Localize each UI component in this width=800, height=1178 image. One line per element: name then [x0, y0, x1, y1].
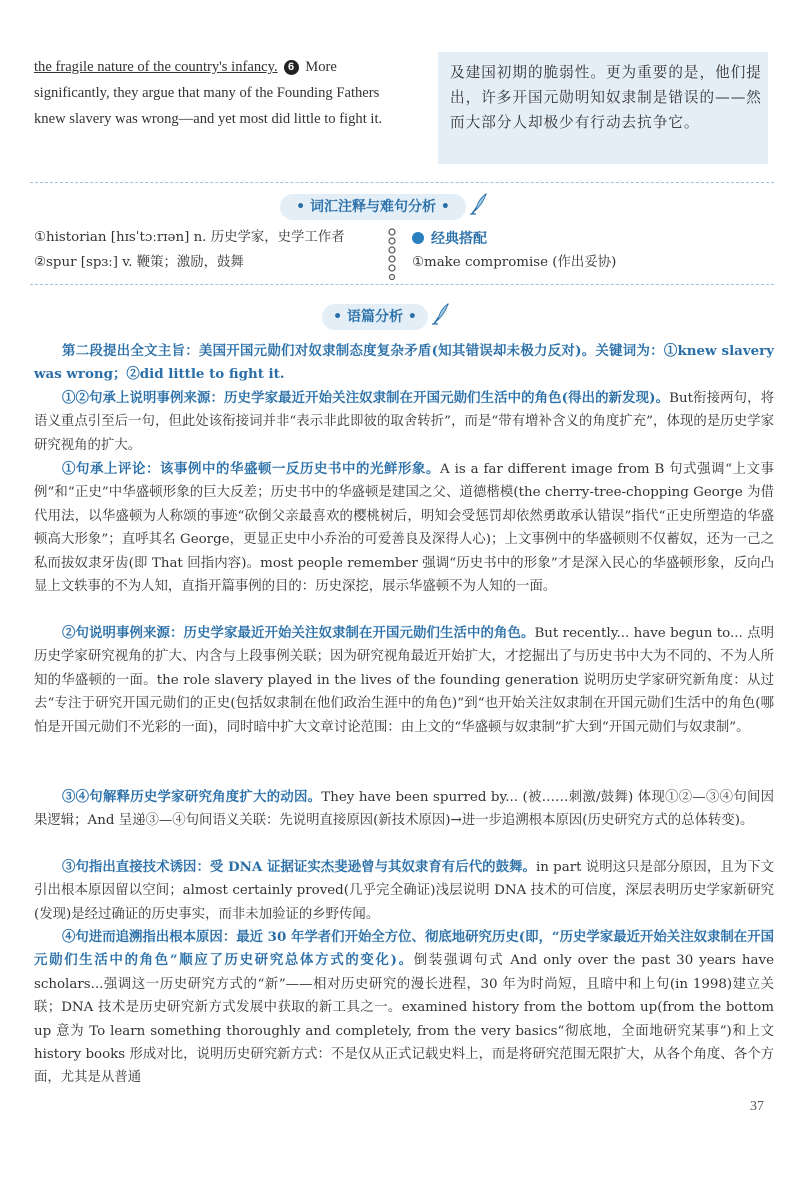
- paragraph-text: But recently... have begun to... 点明历史学家研究视角的扩大、内含与上段事例关联；因为研究视角最近开始扩大，才挖掘出了与历史书中大为不同的、不为人所知的华盛顿的一面。the role slavery played in the lives of the founding generation 说明历史学家研究新角度：从过去“专注于研究开国元勋们的正史(包括奴隶制在他们政治生涯中的角色)”到“也开始关注奴隶制在开国元勋们生活中的角色(哪怕是开国元勋们不光彩的一面)，同时暗中扩大文章讨论范围：由上文的“华盛顿与奴隶制”扩大到“开国元勋们与奴隶制”。: [34, 626, 774, 735]
- paragraph-text: They have been spurred by... (被……刺激/鼓舞) 体现①②—③④句间因果逻辑；And 呈递③—④句间语义关联：先说明直接原因(新技术原因)→进一步追溯根本原因(历史研究方式的总体转变)。: [34, 790, 775, 829]
- classic-collocation-title: 经典搭配: [431, 231, 487, 247]
- underlined-sentence: the fragile nature of the country's infancy.: [34, 59, 278, 75]
- analysis-paragraph-3: [34, 458, 774, 598]
- paragraph-highlight: ①②句承上说明事例来源：历史学家最近开始关注奴隶制在开国元勋们生活中的角色(得出的新发现)。: [62, 390, 670, 406]
- paragraph-highlight: ①句承上评论：该事例中的华盛顿一反历史书中的光鲜形象。: [62, 461, 441, 477]
- page-number: 37: [750, 1099, 764, 1114]
- english-text-1: More: [301, 59, 337, 75]
- paragraph-highlight: ②句说明事例来源：历史学家最近开始关注奴隶制在开国元勋们生活中的角色。: [62, 625, 535, 641]
- analysis-paragraph-5: [34, 786, 774, 833]
- paragraph-highlight: ③句指出直接技术诱因：受 DNA 证据证实杰斐逊曾与其奴隶育有后代的鼓舞。: [62, 859, 536, 875]
- chinese-translation: 及建国初期的脆弱性。更为重要的是，他们提出，许多开国元勋明知奴隶制是错误的——然而大部分人却极少有行动去抗争它。: [450, 64, 762, 131]
- divider: [30, 182, 774, 183]
- analysis-paragraph-4: [34, 622, 774, 739]
- analysis-paragraph-7: [34, 926, 774, 1090]
- analysis-paragraph-1: [34, 340, 774, 387]
- english-text-3: knew slavery was wrong—and yet most did little to fight it.: [34, 111, 383, 127]
- paragraph-text: 倒装强调句式 And only over the past 30 years have scholars...强调这一历史研究方式的“新”——相对历史研究的漫长进程，30 年为时尚短，且暗中和上句(in 1998)建立关联；DNA 技术是历史研究新方式发展中获取的新工具之一。examined history from the bottom up(from the bottom up 意为 To learn something thoroughly and completely, from the very basics“彻底地，全面地研究某事”)和上文 history books 形成对比，说明历史研究新方式：不是仅从正式记载史料上，而是将研究范围无限扩大，从各个角度、各个方面，尤其是从普通: [34, 953, 774, 1086]
- paragraph-highlight: ③④句解释历史学家研究角度扩大的动因。: [62, 789, 322, 805]
- classic-collocation-heading: [412, 228, 487, 248]
- quill-icon: [468, 190, 490, 216]
- analysis-paragraph-6: [34, 856, 774, 926]
- collocation-item: ①make compromise (作出妥协): [412, 255, 617, 270]
- paragraph-highlight: 第二段提出全文主旨：美国开国元勋们对奴隶制态度复杂矛盾(知其错误却未极力反对)。关键词为：①knew slavery was wrong；②did little to fight it.: [34, 343, 774, 383]
- analysis-paragraph-2: [34, 387, 774, 457]
- vocab-section-title: • 词汇注释与难句分析 •: [280, 194, 466, 220]
- vocab-item-spur: ②spur [spɜː] v. 鞭策；激励，鼓舞: [34, 255, 244, 270]
- paragraph-text: A is a far different image from B 句式强调“上文事例”和“正史”中华盛顿形象的巨大反差；历史书中的华盛顿是建国之父、道德楷模(the cherry-tree-chopping George 为借代用法，以华盛顿为人称颂的事迹“砍倒父亲最喜欢的樱桃树后，明知会受惩罚却依然勇敢承认错误”指代“正史所塑造的华盛顿高大形象”；直呼其名 George，更显正史中小乔治的可爱善良及深得人心)；上文事例中的华盛顿则不仅蓄奴，还为一己之私而拔奴隶牙齿(即 That 回指内容)。most people remember 强调“历史书中的形象”才是深入民心的华盛顿形象，反向凸显上文轶事的不为人知，直指开篇事例的目的：历史深挖，展示华盛顿不为人知的一面。: [34, 462, 775, 595]
- english-text-2: significantly, they argue that many of the Founding Fathers: [34, 85, 380, 101]
- english-passage: [34, 54, 426, 132]
- analysis-section-title: • 语篇分析 •: [322, 304, 428, 330]
- notebook-spiral-divider: [387, 228, 397, 280]
- divider: [30, 284, 774, 285]
- paragraph-text: in part 说明这只是部分原因，且为下文引出根本原因留以空间；almost certainly proved(几乎完全确证)浅层说明 DNA 技术的可信度，深层表明历史学家新研究(发现)是经过确证的历史事实，而非未加验证的乡野传闻。: [34, 860, 774, 922]
- vocab-item-historian: ①historian [hɪsˈtɔːrɪən] n. 历史学家，史学工作者: [34, 230, 345, 245]
- sentence-marker-6: 6: [284, 60, 299, 75]
- paragraph-highlight: ④句进而追溯指出根本原因：最近 30 年学者们开始全方位、彻底地研究历史(即，“历史学家最近开始关注奴隶制在开国元勋们生活中的角色”顺应了历史研究总体方式的变化)。: [34, 929, 774, 969]
- bullet-icon: [412, 232, 424, 244]
- paragraph-text: But衔接两句，将语义重点引至后一句，但此处该衔接词并非“表示非此即彼的取舍转折”，而是“带有增补含义的角度扩充”，体现的是历史学家研究视角的扩大。: [34, 391, 774, 453]
- quill-icon: [430, 300, 452, 326]
